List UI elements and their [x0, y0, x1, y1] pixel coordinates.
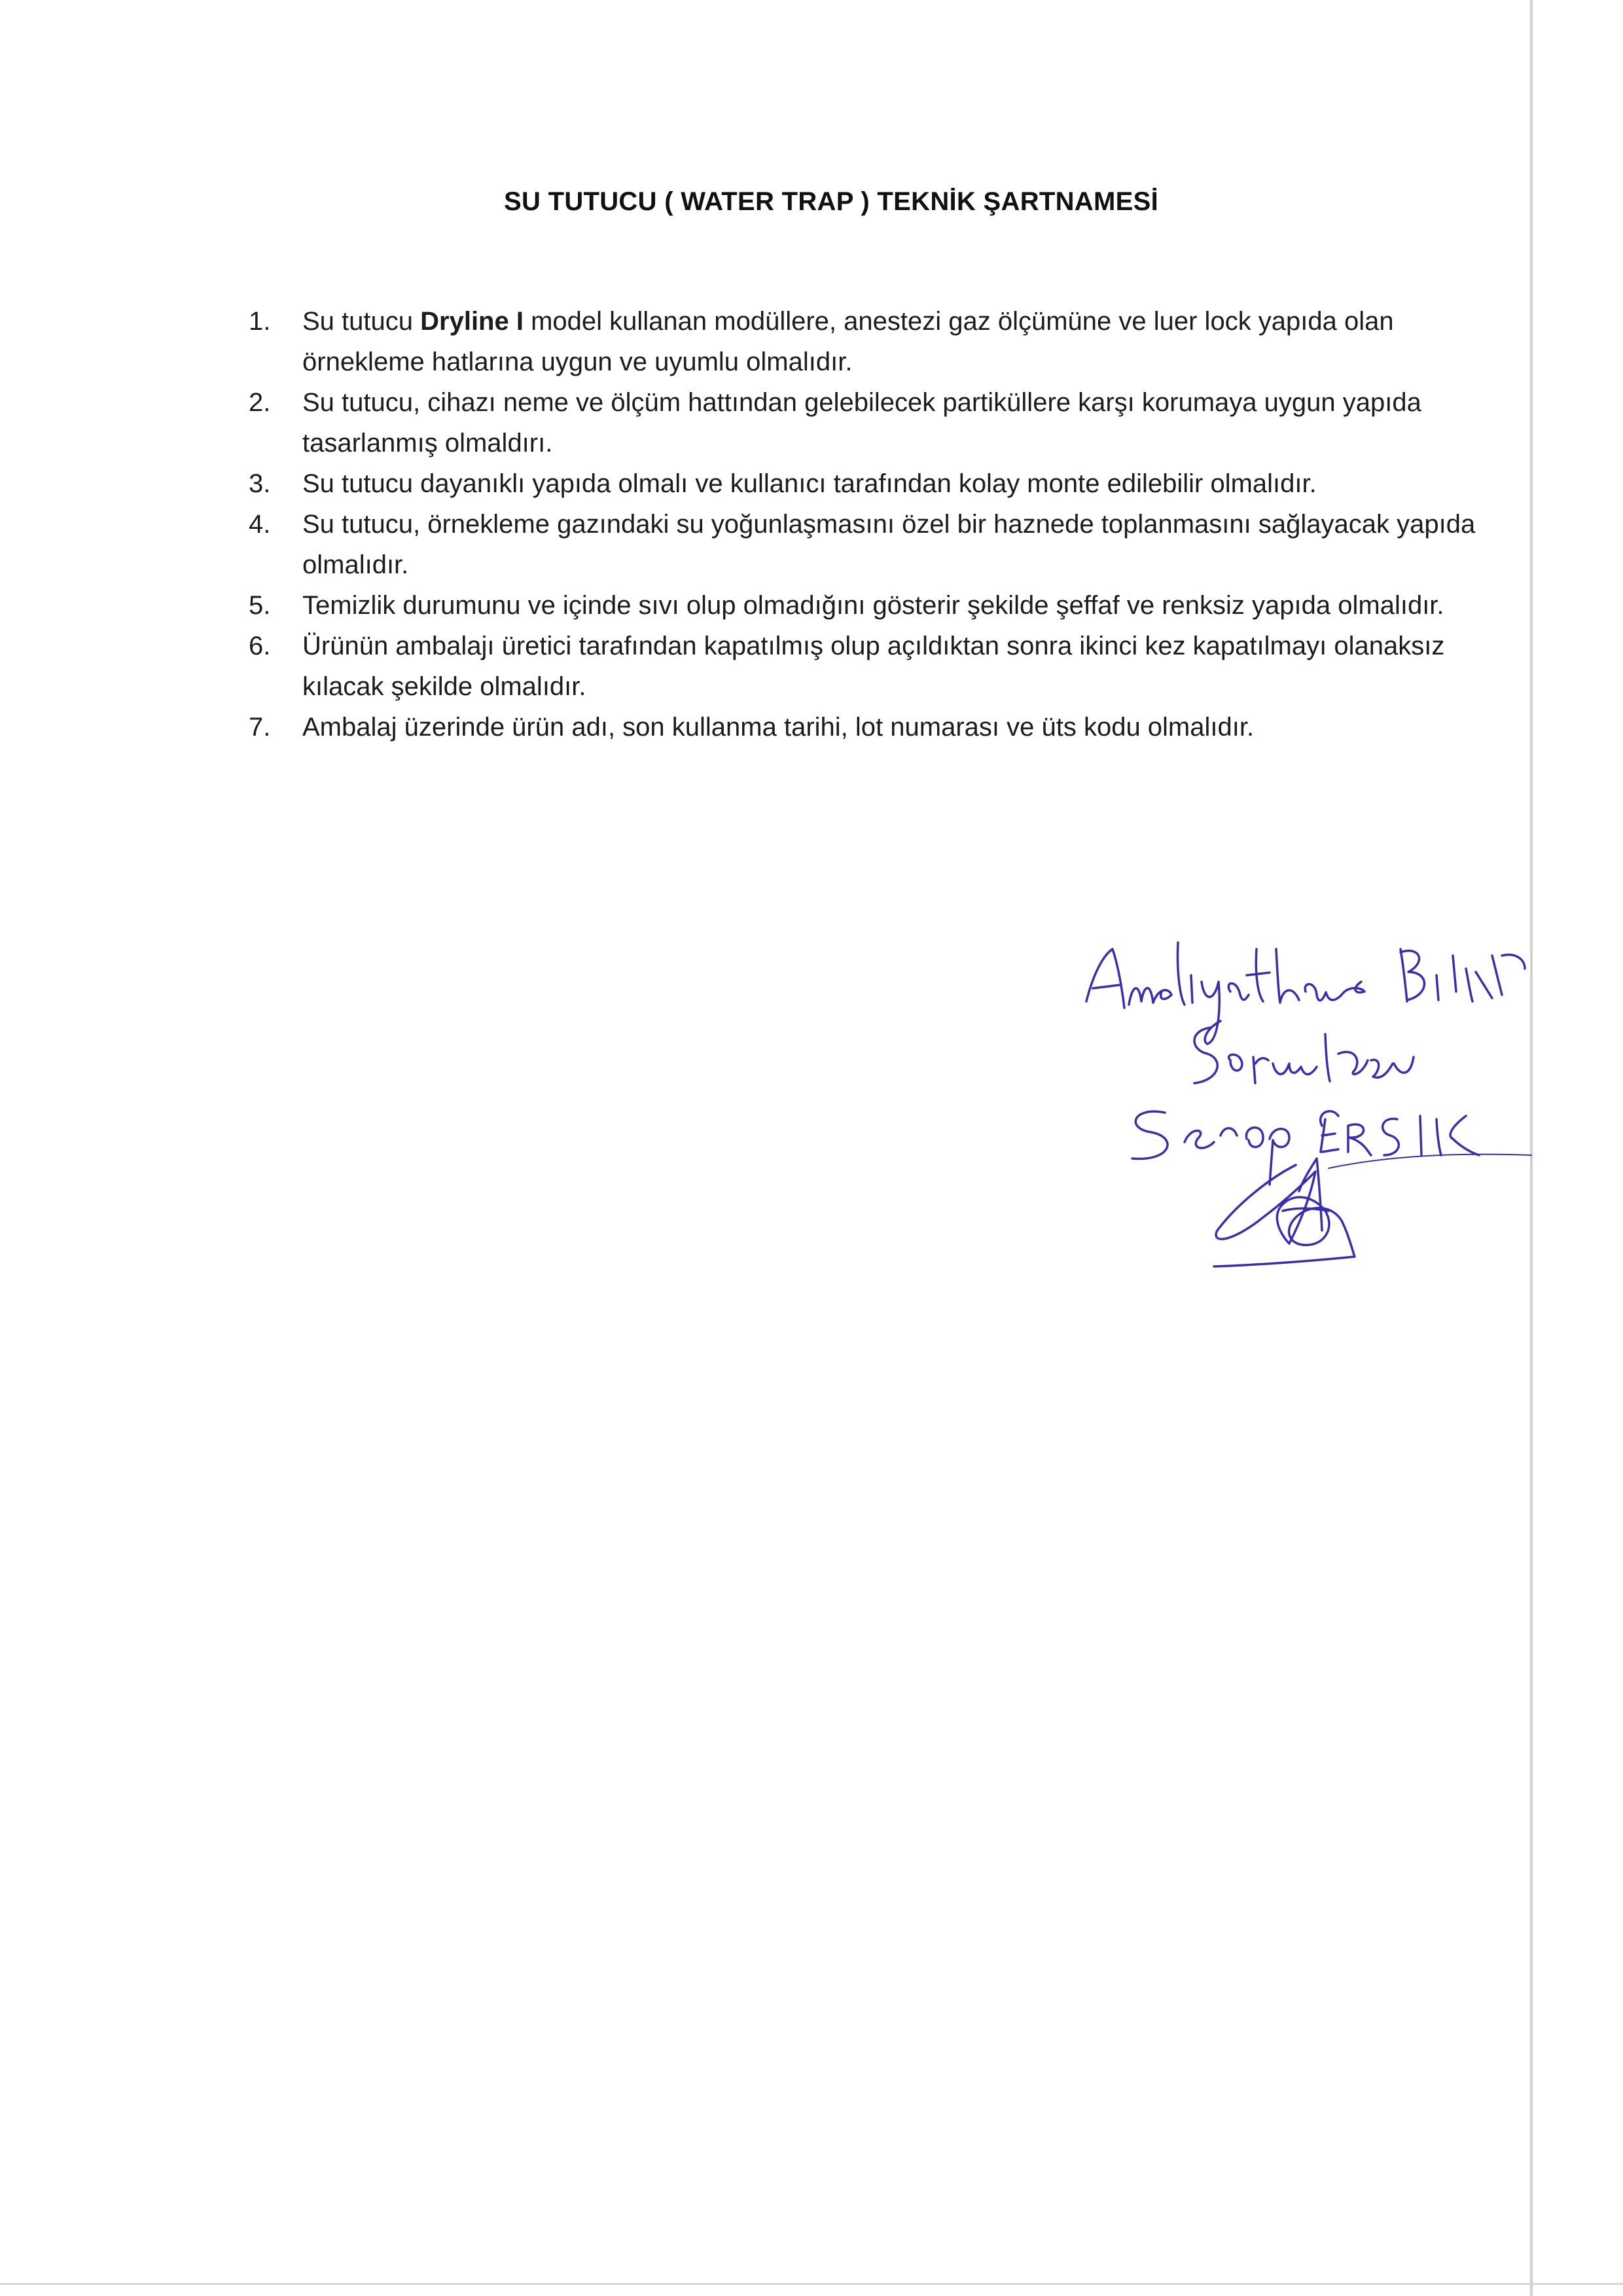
list-item [249, 301, 1492, 382]
item-number: 5. [249, 591, 271, 620]
item-number: 1. [249, 307, 271, 336]
item-text: Su tutucu, cihazı neme ve ölçüm hattından gelebilecek partiküllere karşı korumaya uygun yapıda tasarlanmış olmaldırı. [302, 388, 1421, 457]
item-text: Ürünün ambalajı üretici tarafından kapatılmış olup açıldıktan sonra ikinci kez kapatılmayı olanaksız kılacak şekilde olmalıdır. [302, 632, 1445, 701]
signature-stroke [1086, 942, 1364, 1044]
handwritten-signature [1073, 929, 1571, 1296]
page-title: SU TUTUCU ( WATER TRAP ) TEKNİK ŞARTNAMESİ [504, 187, 1158, 216]
item-text-end: model kullanan modüllere, anestezi gaz ölçümüne ve luer lock yapıda olan örnekleme hatlarına uygun ve uyumlu olmalıdır. [302, 307, 1394, 376]
item-number: 4. [249, 510, 271, 539]
signature-drawing [1073, 929, 1571, 1296]
signature-stroke [1400, 949, 1525, 1001]
list-item [249, 463, 1492, 504]
item-number: 6. [249, 632, 271, 660]
item-text-start: Su tutucu [302, 307, 421, 336]
item-text: Su tutucu dayanıklı yapıda olmalı ve kullanıcı tarafından kolay monte edilebilir olmalıdır. [302, 469, 1317, 498]
signature-stroke [1329, 1155, 1531, 1168]
list-item [249, 382, 1492, 463]
list-item [249, 585, 1492, 626]
scan-edge-bottom [0, 2283, 1623, 2285]
item-number: 7. [249, 713, 271, 742]
item-number: 3. [249, 469, 271, 498]
item-text: Temizlik durumunu ve içinde sıvı olup olmadığını gösterir şekilde şeffaf ve renksiz yapıda olmalıdır. [302, 591, 1444, 620]
spec-list [249, 301, 1492, 747]
list-item [249, 707, 1492, 747]
item-text: Ambalaj üzerinde ürün adı, son kullanma tarihi, lot numarası ve üts kodu olmalıdır. [302, 713, 1255, 742]
signature-stroke [1132, 1111, 1289, 1185]
signature-stroke [1321, 1111, 1479, 1155]
item-number: 2. [249, 388, 271, 417]
model-name: Dryline I [420, 307, 524, 336]
item-text: Su tutucu, örnekleme gazındaki su yoğunlaşmasını özel bir haznede toplanmasını sağlayacak yapıda olmalıdır. [302, 510, 1476, 579]
signature-stroke [1214, 1165, 1355, 1266]
item-text [302, 301, 1492, 382]
list-item [249, 504, 1492, 585]
list-item [249, 626, 1492, 707]
signature-stroke [1194, 1028, 1414, 1083]
